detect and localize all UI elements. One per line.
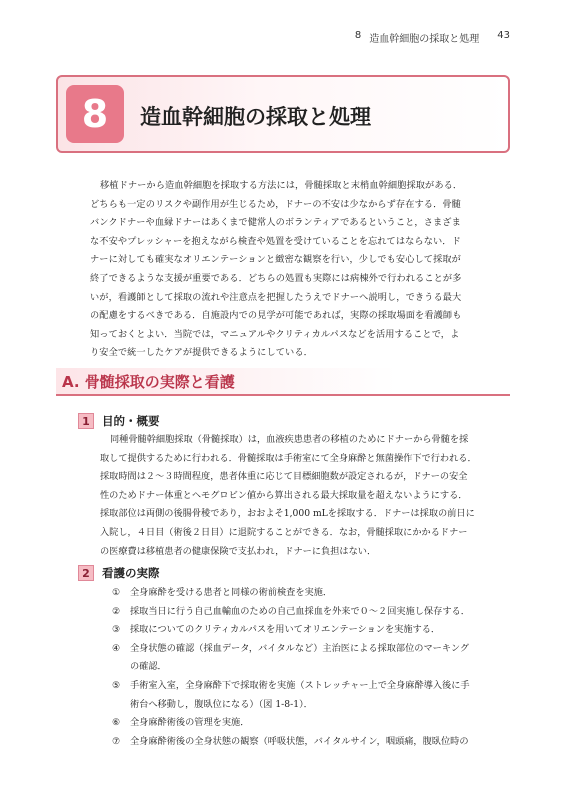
list-item <box>112 677 510 714</box>
list-item-text: 全身麻酔術後の管理を実施． <box>130 717 250 729</box>
list-item-text: 術台へ移動し，腹臥位になる）（図 1-8-1）． <box>130 698 313 710</box>
subheading-number-badge: 1 <box>78 413 94 429</box>
paragraph-line: 取して提供するために行われる．骨髄採取は手術室にて全身麻酔と無菌操作下で行われる． <box>100 452 477 464</box>
paragraph-line: 同種骨髄幹細胞採取（骨髄採取）は，血液疾患患者の移植のためにドナーから骨髄を採 <box>110 434 469 445</box>
list-item <box>112 584 510 603</box>
list-item-number: ④ <box>112 642 121 654</box>
subheading-purpose <box>78 412 160 430</box>
section-heading-a <box>56 368 510 396</box>
list-item-text: 全身麻酔術後の全身状態の観察（呼吸状態，バイタルサイン，咽頭痛，腹臥位時の <box>130 735 469 747</box>
page-number: 43 <box>497 30 510 41</box>
list-item <box>112 640 510 677</box>
list-item <box>112 621 510 640</box>
intro-line: ナーに対しても確実なオリエンテーションと緻密な観察を行い，少しでも安心して採取が <box>90 254 461 266</box>
list-item <box>112 714 510 733</box>
list-item-text: 全身麻酔を受ける患者と同様の術前検査を実施． <box>130 587 333 598</box>
list-item <box>112 733 510 752</box>
intro-line: の配慮をするべきである．自施設内での見学が可能であれば，実際の採取場面を看護師も <box>90 310 462 322</box>
section-heading-a-label: A. 骨髄採取の実際と看護 <box>62 373 235 391</box>
nursing-steps-list <box>112 584 510 751</box>
paragraph-line: の医療費は移植患者の健康保険で支払われ，ドナーに負担はない． <box>100 545 377 557</box>
list-item-number: ⑤ <box>112 679 121 691</box>
list-item-number: ① <box>112 587 121 598</box>
running-header <box>355 30 510 45</box>
list-item-number: ⑦ <box>112 735 121 747</box>
intro-line: り安全で統一したケアが提供できるようにしている． <box>90 347 313 359</box>
intro-line: いが，看護師として採取の流れや注意点を把握したうえでドナーへ説明し，できうる最大 <box>90 291 462 303</box>
chapter-number-badge: 8 <box>66 85 124 143</box>
intro-line: どちらも一定のリスクや副作用が生じるため，ドナーの不安は少なからず存在する．骨髄 <box>90 198 461 210</box>
list-item-text: 手術室入室，全身麻酔下で採取術を実施（ストレッチャー上で全身麻酔導入後に手 <box>130 679 470 691</box>
list-item-text: 採取当日に行う自己血輸血のための自己血採血を外来で０〜２回実施し保存する． <box>130 605 470 617</box>
subheading-nursing-practice <box>78 564 160 582</box>
intro-line: バンクドナーや血縁ドナーはあくまで健常人のボランティアであるということ，さまざま <box>90 217 461 229</box>
list-item-text: の確認． <box>130 661 167 673</box>
chapter-title: 造血幹細胞の採取と処理 <box>140 105 371 129</box>
paragraph-line: 性のためドナー体重とヘモグロビン値から算出される最大採取量を超えないようにする． <box>100 489 468 501</box>
intro-line: な不安やプレッシャーを抱えながら検査や処置を受けていることを忘れてはならない．ド <box>90 235 461 247</box>
list-item-number: ③ <box>112 624 121 636</box>
subheading-title: 目的・概要 <box>102 414 160 428</box>
paragraph-line: 採取時間は２〜３時間程度，患者体重に応じて目標細胞数が設定されるが，ドナーの安全 <box>100 471 468 483</box>
list-item-text: 全身状態の確認（採血データ，バイタルなど）主治医による採取部位のマーキング <box>130 642 470 654</box>
intro-line: 移植ドナーから造血幹細胞を採取する方法には，骨髄採取と末梢血幹細胞採取がある． <box>100 180 463 191</box>
header-chapter-title: 造血幹細胞の採取と処理 <box>369 34 480 45</box>
subheading-title: 看護の実際 <box>102 566 160 580</box>
list-item-number: ⑥ <box>112 717 121 729</box>
purpose-paragraph <box>100 431 510 561</box>
list-item-number: ② <box>112 605 121 617</box>
intro-line: 終了できるような支援が重要である．どちらの処置も実際には病棟外で行われることが多 <box>90 272 462 284</box>
list-item <box>112 603 510 622</box>
header-chapter-number: 8 <box>354 30 362 41</box>
subheading-number-badge: 2 <box>78 565 94 581</box>
paragraph-line: 採取部位は両側の後腸骨稜であり，おおよそ1,000 mLを採取する．ドナーは採取の前日に <box>100 508 475 520</box>
intro-paragraph <box>90 177 510 363</box>
paragraph-line: 入院し，４日目（術後２日目）に退院することができる．なお，骨髄採取にかかるドナー <box>100 526 468 538</box>
intro-line: 知っておくとよい．当院では，マニュアルやクリティカルパスなどを活用することで，よ <box>90 328 460 340</box>
list-item-text: 採取についてのクリティカルパスを用いてオリエンテーションを実施する． <box>130 624 441 636</box>
